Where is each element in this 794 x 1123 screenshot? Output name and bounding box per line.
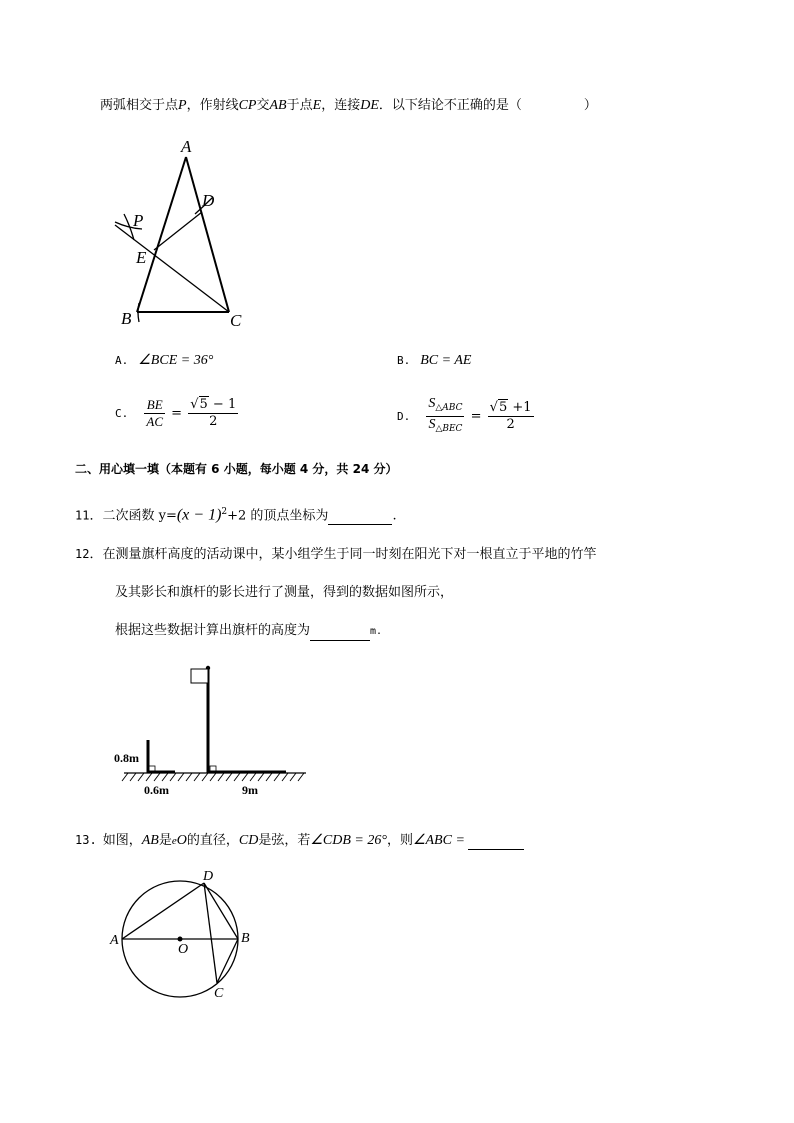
option-letter: C.: [115, 407, 129, 420]
option-b-expr: BC = AE: [420, 353, 472, 368]
intro-text: ．以下结论不正确的是（: [378, 98, 522, 113]
intro-text: ，连接: [321, 98, 361, 113]
flag-shadow-label: 9m: [242, 783, 258, 797]
intro-text: ）: [583, 98, 597, 113]
label-a: A: [181, 137, 192, 156]
circle-label-c: C: [214, 986, 224, 1001]
circle-label-a: A: [110, 933, 119, 948]
pole-shadow-label: 0.6m: [144, 783, 169, 797]
point-e: E: [312, 98, 322, 113]
ray-cp: CP: [238, 98, 257, 113]
circle-label-d: D: [203, 869, 214, 884]
fraction-be-ac: $\frac{BE}{AC}$: [146, 397, 164, 429]
question-11: 11．二次函数 $y=(x - 1)^2+2$ 的顶点坐标为 .: [75, 506, 397, 524]
question-13: 13. 如图，AB是eO的直径，CD是弦，若∠CDB = 26°，则∠ABC =: [75, 831, 524, 850]
label-d: D: [202, 191, 215, 210]
triangle-figure: [108, 132, 258, 332]
option-letter: B.: [397, 354, 411, 367]
segment-ab: AB: [269, 98, 287, 113]
option-d[interactable]: D. $\frac{S_{\triangle ABC}}{S_{\triangle BEC}}$ = $\frac{√5 +1}{2}$: [397, 396, 536, 437]
intro-text: 于点: [286, 98, 313, 113]
option-letter: D.: [397, 410, 411, 423]
label-b: B: [121, 309, 132, 328]
question-12-line1: 12．在测量旗杆高度的活动课中，某小组学生于同一时刻在阳光下对一根直立于平地的竹竿: [75, 547, 597, 562]
flagpole-figure: [112, 660, 312, 800]
option-a[interactable]: [115, 352, 213, 370]
label-p: P: [133, 211, 144, 230]
question-12-line3: 根据这些数据计算出旗杆的高度为 m.: [115, 622, 382, 641]
question-12-line2: 及其影长和旗杆的影长进行了测量，得到的数据如图所示，: [115, 585, 454, 600]
point-p: P: [178, 98, 187, 113]
q13-angle-cdb: ∠CDB = 26°: [310, 833, 387, 848]
circle-label-b: B: [241, 931, 250, 946]
fraction-root5-plus-1: $\frac{√5 +1}{2}$: [489, 400, 532, 432]
option-a-expr: ∠BCE = 36°: [138, 353, 214, 368]
q12-answer-blank[interactable]: [310, 626, 370, 641]
label-c: C: [230, 311, 242, 330]
question-intro-line: [100, 97, 597, 115]
circle-label-o: O: [178, 942, 189, 957]
option-b[interactable]: [397, 352, 471, 370]
circle-figure: [106, 862, 260, 1004]
q13-angle-abc: ∠ABC =: [412, 833, 465, 848]
option-c[interactable]: C. $\frac{BE}{AC}$ = $\frac{√5 - 1}{2}$: [115, 397, 237, 429]
option-letter: A.: [115, 354, 129, 367]
intro-text: ，作射线: [186, 98, 239, 113]
segment-de: DE: [360, 98, 379, 113]
fraction-area-ratio: $\frac{S_{\triangle ABC}}{S_{\triangle BEC}}$: [428, 396, 463, 434]
pole-height-label: 0.8m: [114, 751, 139, 765]
intro-text: 两弧相交于点: [100, 98, 179, 113]
q11-answer-blank[interactable]: [328, 510, 392, 525]
q13-answer-blank[interactable]: [468, 835, 524, 850]
label-e: E: [136, 248, 147, 267]
fraction-root5-minus-1: $\frac{√5 - 1}{2}$: [190, 397, 237, 429]
intro-text: 交: [256, 98, 270, 113]
section-title: 二、用心填一填（本题有 6 小题，每小题 4 分，共 24 分）: [75, 462, 398, 476]
q11-expression: (x − 1): [176, 506, 222, 524]
